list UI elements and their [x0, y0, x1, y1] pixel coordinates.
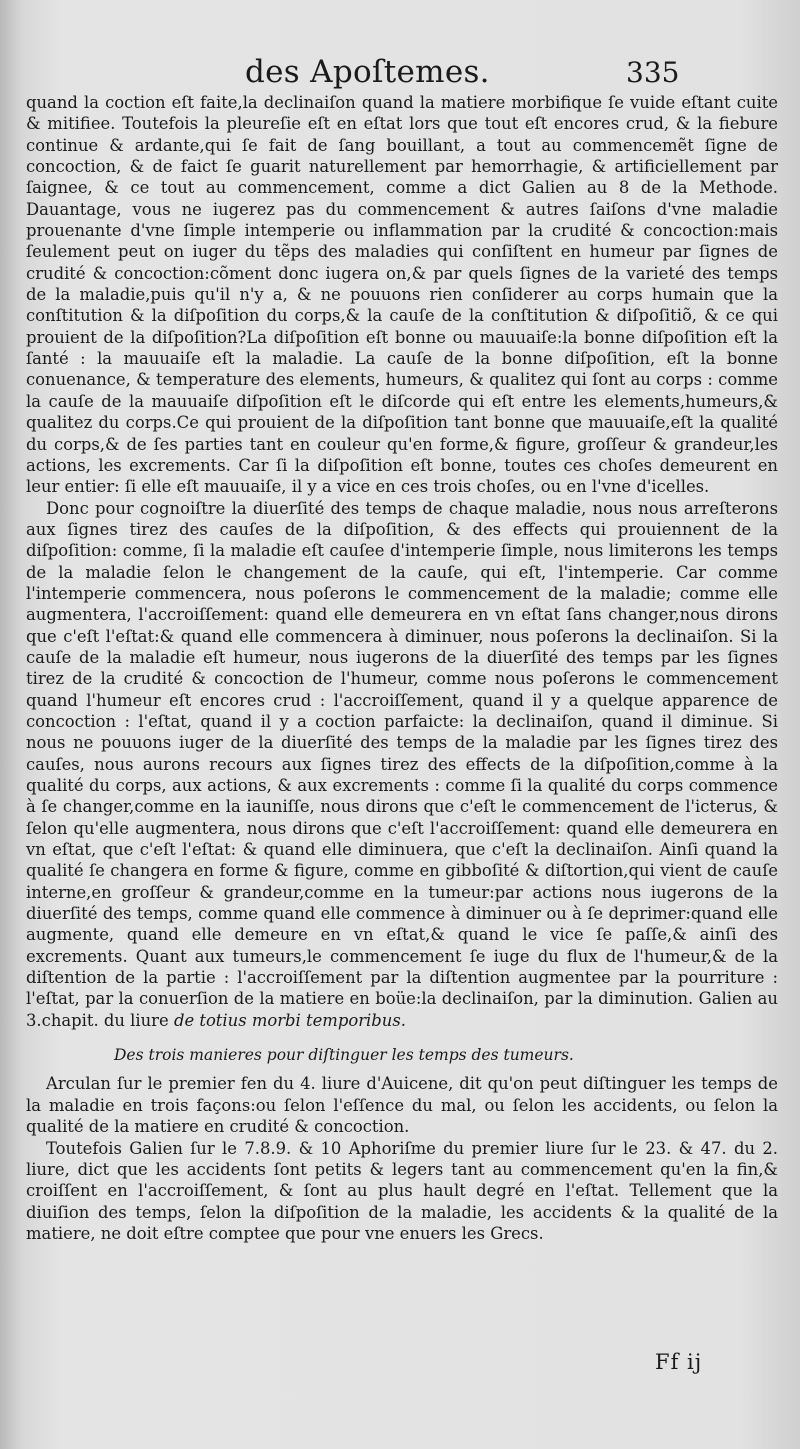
- page-body: [26, 92, 778, 1244]
- signature-mark: Ff ij: [655, 1350, 703, 1374]
- page-header: [0, 48, 800, 98]
- section-heading: Des trois manieres pour diſtinguer les temps des tumeurs.: [114, 1046, 574, 1065]
- paragraph-4: Toutefois Galien ſur le 7.8.9. & 10 Aphoriſme du premier liure ſur le 23. & 47. du 2. liure, dict que les accidents ſont petits & legers tant au commencement qu'en la fin,& croiſſent en l'accroiſſement, & ſont au plus hault degré en l'eſtat. Tellement que la diuiſion des temps, ſelon la diſpoſition de la maladie, les accidents & la qualité de la matiere, ne doit eſtre comptee que pour vne enuers les Grecs.: [26, 1138, 778, 1243]
- paragraph-2: [26, 498, 778, 1032]
- paragraph-2-text: Donc pour cognoiſtre la diuerſité des temps de chaque maladie, nous nous arreſterons aux ſignes tirez des cauſes de la diſpoſition, & des effects qui prouiennent de la diſpoſition: comme, ſi la maladie eſt cauſee d'intemperie ſimple, nous limiterons les temps de la maladie ſelon le changement de la cauſe, qui eſt, l'intemperie. Car comme l'intemperie commencera, nous poſerons le commencement de la maladie; comme elle augmentera, l'accroiſſement: quand elle demeurera en vn eſtat ſans changer,nous dirons que c'eſt l'eſtat:& quand elle commencera à diminuer, nous poſerons la declinaiſon. Si la cauſe de la maladie eſt humeur, nous iugerons de la diuerſité des temps par les ſignes tirez de la crudité & concoction de l'humeur, comme nous poſerons le commencement quand l'humeur eſt encores crud : l'accroiſſement, quand il y a quelque apparence de concoction : l'eſtat, quand il y a coction parfaicte: la declinaiſon, quand il diminue. Si nous ne pouuons iuger de la diuerſité des temps de la maladie par les ſignes tirez des cauſes, nous aurons recours aux ſignes tirez des effects de la diſpoſition,comme à la qualité du corps, aux actions, & aux excrements : comme ſi la qualité du corps commence à ſe changer,comme en la iauniſſe, nous dirons que c'eſt le commencement de l'icterus, & ſelon qu'elle augmentera, nous dirons que c'eſt l'accroiſſement: quand elle demeurera en vn eſtat, que c'eſt l'eſtat: & quand elle diminuera, que c'eſt la declinaiſon. Ainſi quand la qualité ſe changera en forme & figure, comme en gibboſité & diſtortion,qui vient de cauſe interne,en groſſeur & grandeur,comme en la tumeur:par actions nous iugerons de la diuerſité des temps, comme quand elle commence à diminuer ou à ſe deprimer:quand elle augmente, quand elle demeure en vn eſtat,& quand le vice ſe paſſe,& ainſi des excrements. Quant aux tumeurs,le commencement ſe iuge du flux de l'humeur,& de la diſtention de la partie : l'accroiſſement par la diſtention augmentee par la pourriture : l'eſtat, par la conuerſion de la matiere en boüe:la declinaiſon, par la diminution. Galien au 3.chapit. du liure: [26, 498, 778, 1030]
- paragraph-1: quand la coction eſt faite,la declinaiſon quand la matiere morbifique ſe vuide eſtant cuite & mitifiee. Toutefois la pleureſie eſt en eſtat lors que tout eſt encores crud, & la fiebure continue & ardante,qui ſe fait de ſang bouillant, a tout au commencemẽt ſigne de concoction, & de faict ſe guarit naturellement par hemorrhagie, & artificiellement par ſaignee, & ce tout au commencement, comme a dict Galien au 8 de la Methode. Dauantage, vous ne iugerez pas du commencement & autres ſaiſons d'vne maladie prouenante d'vne ſimple intemperie ou inflammation par la crudité & concoction:mais ſeulement peut on iuger du tẽps des maladies qui conſiſtent en humeur par ſignes de crudité & concoction:cõment donc iugera on,& par quels ſignes de la varieté des temps de la maladie,puis qu'il n'y a, & ne pouuons rien conſiderer au corps humain que la conſtitution & la diſpoſition du corps,& la cauſe de la conſtitution & diſpoſitiõ, & ce qui prouient de la diſpoſition?La diſpoſition eſt bonne ou mauuaiſe:la bonne diſpoſition eſt la ſanté : la mauuaiſe eſt la maladie. La cauſe de la bonne diſpoſition, eſt la bonne conuenance, & temperature des elements, humeurs, & qualitez qui ſont au corps : comme la cauſe de la mauuaiſe diſpoſition eſt le diſcorde qui eſt entre les elements,humeurs,& qualitez du corps.Ce qui prouient de la diſpoſition tant bonne que mauuaiſe,eſt la qualité du corps,& de ſes parties tant en couleur qu'en forme,& figure, groſſeur & grandeur,les actions, les excrements. Car ſi la diſpoſition eſt bonne, toutes ces choſes demeurent en leur entier: ſi elle eſt mauuaiſe, il y a vice en ces trois choſes, ou en l'vne d'icelles.: [26, 93, 778, 497]
- page-number: 335: [626, 56, 680, 89]
- running-title: des Apoſtemes.: [245, 54, 490, 90]
- paragraph-3: Arculan ſur le premier fen du 4. liure d'Auicene, dit qu'on peut diſtinguer les temps de la maladie en trois façons:ou ſelon l'eſſence du mal, ou ſelon les accidents, ou ſelon la qualité de la matiere en crudité & concoction.: [26, 1074, 778, 1137]
- citation-title: de totius morbi temporibus.: [173, 1010, 406, 1030]
